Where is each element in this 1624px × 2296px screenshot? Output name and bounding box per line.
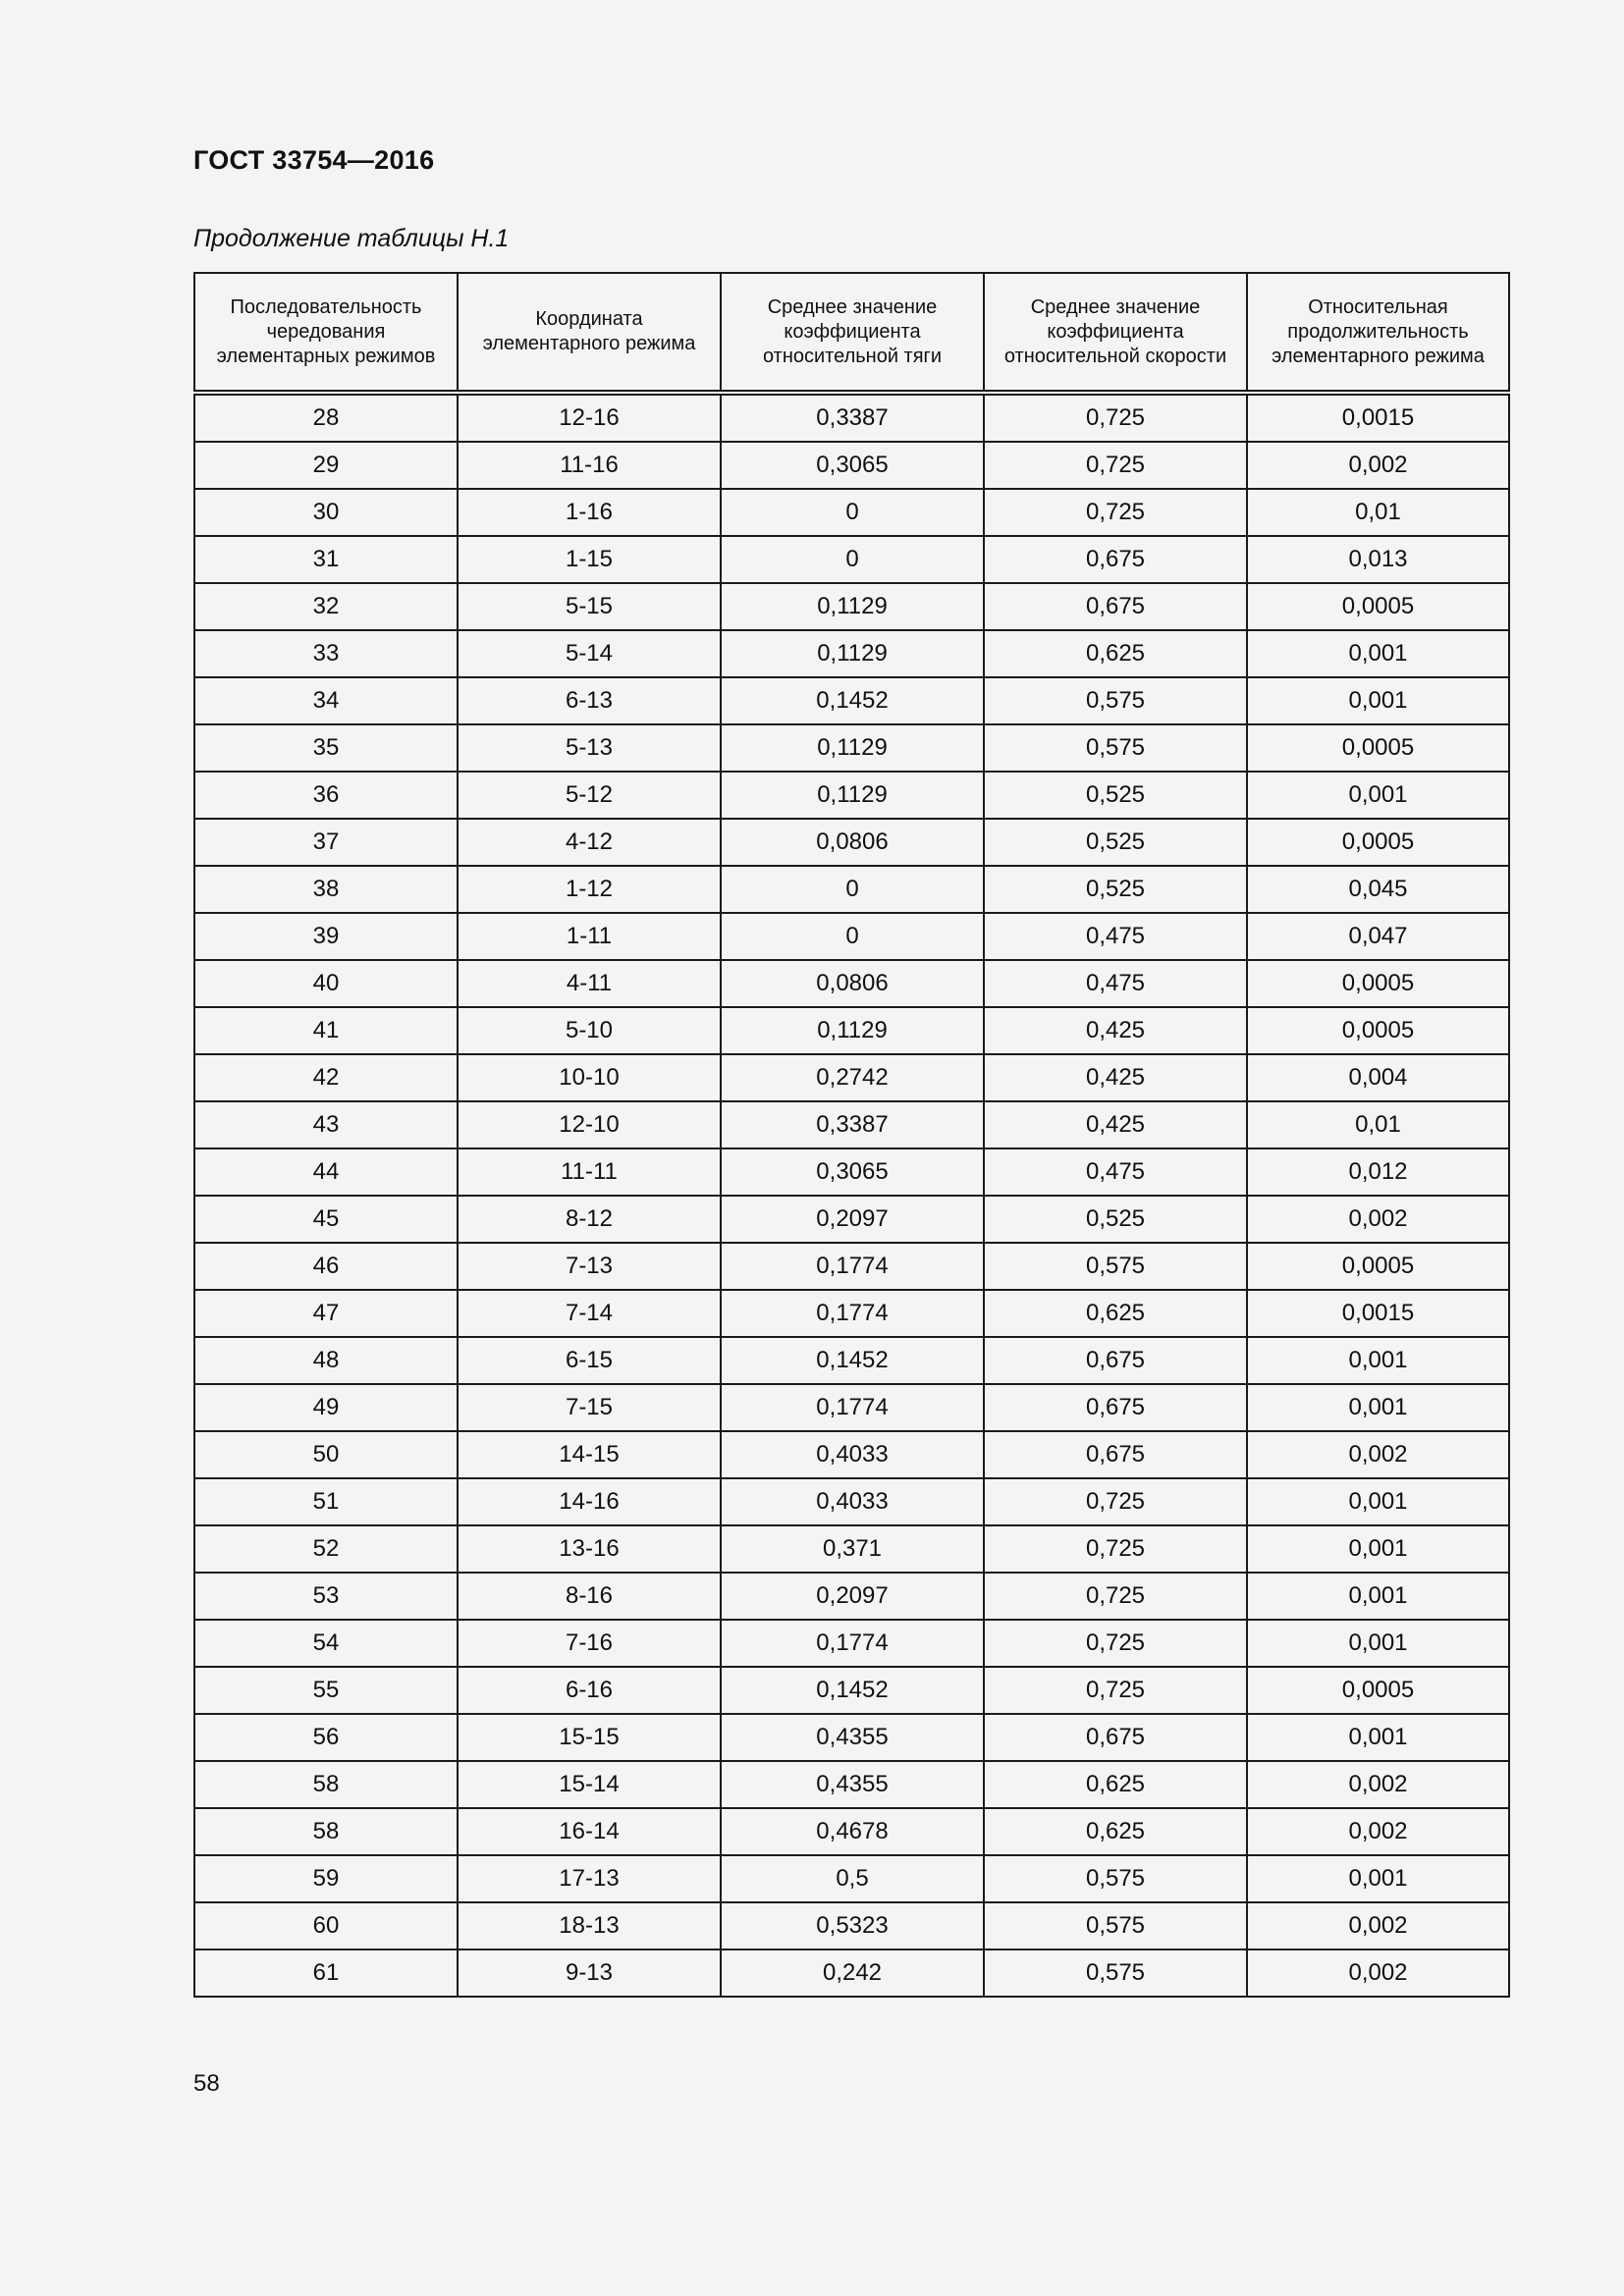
cell-speed: 0,475 — [984, 960, 1247, 1007]
cell-thrust: 0,1774 — [721, 1243, 984, 1290]
table-caption: Продолжение таблицы Н.1 — [193, 225, 510, 252]
cell-coordinate: 5-15 — [458, 583, 721, 630]
table-row — [194, 1337, 1509, 1384]
cell-duration: 0,001 — [1247, 1573, 1509, 1620]
cell-speed: 0,575 — [984, 1855, 1247, 1902]
table-row — [194, 866, 1509, 913]
cell-thrust: 0,1452 — [721, 1337, 984, 1384]
cell-thrust: 0,0806 — [721, 819, 984, 866]
cell-sequence: 42 — [194, 1054, 458, 1101]
cell-speed: 0,525 — [984, 772, 1247, 819]
cell-duration: 0,002 — [1247, 1196, 1509, 1243]
cell-sequence: 31 — [194, 536, 458, 583]
cell-duration: 0,013 — [1247, 536, 1509, 583]
table-row — [194, 1855, 1509, 1902]
cell-thrust: 0,3387 — [721, 393, 984, 442]
cell-thrust: 0,371 — [721, 1525, 984, 1573]
cell-coordinate: 1-11 — [458, 913, 721, 960]
cell-coordinate: 9-13 — [458, 1949, 721, 1997]
cell-speed: 0,675 — [984, 1431, 1247, 1478]
cell-coordinate: 4-12 — [458, 819, 721, 866]
cell-coordinate: 5-14 — [458, 630, 721, 677]
cell-speed: 0,725 — [984, 1525, 1247, 1573]
cell-sequence: 32 — [194, 583, 458, 630]
table-row — [194, 1290, 1509, 1337]
cell-speed: 0,425 — [984, 1007, 1247, 1054]
cell-thrust: 0,1774 — [721, 1384, 984, 1431]
column-header-thrust: Среднее значение коэффициента относительной тяги — [721, 273, 984, 393]
table-row — [194, 536, 1509, 583]
cell-thrust: 0 — [721, 489, 984, 536]
cell-duration: 0,004 — [1247, 1054, 1509, 1101]
cell-speed: 0,675 — [984, 1384, 1247, 1431]
cell-thrust: 0,3065 — [721, 1148, 984, 1196]
cell-speed: 0,575 — [984, 1243, 1247, 1290]
cell-duration: 0,0005 — [1247, 1243, 1509, 1290]
cell-coordinate: 14-16 — [458, 1478, 721, 1525]
cell-speed: 0,725 — [984, 393, 1247, 442]
cell-thrust: 0,1452 — [721, 677, 984, 724]
cell-sequence: 28 — [194, 393, 458, 442]
table-row — [194, 489, 1509, 536]
table-row — [194, 819, 1509, 866]
cell-duration: 0,01 — [1247, 1101, 1509, 1148]
cell-duration: 0,001 — [1247, 1620, 1509, 1667]
data-table — [193, 272, 1510, 1998]
cell-duration: 0,002 — [1247, 1808, 1509, 1855]
cell-speed: 0,625 — [984, 1761, 1247, 1808]
cell-thrust: 0,1129 — [721, 1007, 984, 1054]
table-row — [194, 583, 1509, 630]
table-row — [194, 913, 1509, 960]
cell-sequence: 29 — [194, 442, 458, 489]
cell-coordinate: 6-16 — [458, 1667, 721, 1714]
cell-speed: 0,475 — [984, 913, 1247, 960]
cell-sequence: 33 — [194, 630, 458, 677]
cell-duration: 0,001 — [1247, 1855, 1509, 1902]
cell-coordinate: 7-13 — [458, 1243, 721, 1290]
cell-sequence: 48 — [194, 1337, 458, 1384]
cell-coordinate: 6-13 — [458, 677, 721, 724]
cell-duration: 0,002 — [1247, 442, 1509, 489]
cell-sequence: 46 — [194, 1243, 458, 1290]
cell-duration: 0,001 — [1247, 1337, 1509, 1384]
cell-sequence: 61 — [194, 1949, 458, 1997]
cell-sequence: 49 — [194, 1384, 458, 1431]
cell-sequence: 52 — [194, 1525, 458, 1573]
cell-sequence: 60 — [194, 1902, 458, 1949]
table-row — [194, 1902, 1509, 1949]
cell-speed: 0,725 — [984, 489, 1247, 536]
table-body — [194, 393, 1509, 1997]
cell-duration: 0,001 — [1247, 677, 1509, 724]
table-row — [194, 442, 1509, 489]
cell-duration: 0,001 — [1247, 1478, 1509, 1525]
table-row — [194, 1667, 1509, 1714]
column-header-speed: Среднее значение коэффициента относительной скорости — [984, 273, 1247, 393]
cell-duration: 0,0005 — [1247, 724, 1509, 772]
table-row — [194, 1196, 1509, 1243]
table-row — [194, 1384, 1509, 1431]
cell-coordinate: 5-13 — [458, 724, 721, 772]
table-row — [194, 1525, 1509, 1573]
cell-coordinate: 5-12 — [458, 772, 721, 819]
cell-duration: 0,012 — [1247, 1148, 1509, 1196]
cell-sequence: 30 — [194, 489, 458, 536]
table-row — [194, 1054, 1509, 1101]
cell-coordinate: 15-14 — [458, 1761, 721, 1808]
cell-coordinate: 16-14 — [458, 1808, 721, 1855]
cell-speed: 0,525 — [984, 819, 1247, 866]
cell-thrust: 0,3065 — [721, 442, 984, 489]
cell-duration: 0,002 — [1247, 1431, 1509, 1478]
cell-sequence: 58 — [194, 1761, 458, 1808]
cell-speed: 0,725 — [984, 1478, 1247, 1525]
cell-thrust: 0,3387 — [721, 1101, 984, 1148]
cell-sequence: 54 — [194, 1620, 458, 1667]
cell-sequence: 38 — [194, 866, 458, 913]
cell-sequence: 34 — [194, 677, 458, 724]
cell-sequence: 58 — [194, 1808, 458, 1855]
cell-speed: 0,425 — [984, 1101, 1247, 1148]
document-header: ГОСТ 33754—2016 — [193, 145, 435, 175]
cell-sequence: 51 — [194, 1478, 458, 1525]
cell-speed: 0,725 — [984, 1620, 1247, 1667]
cell-coordinate: 1-12 — [458, 866, 721, 913]
column-header-coordinate: Координата элементарного режима — [458, 273, 721, 393]
cell-sequence: 50 — [194, 1431, 458, 1478]
table-row — [194, 1101, 1509, 1148]
cell-duration: 0,0015 — [1247, 393, 1509, 442]
cell-coordinate: 8-12 — [458, 1196, 721, 1243]
cell-thrust: 0,5323 — [721, 1902, 984, 1949]
table-row — [194, 1949, 1509, 1997]
cell-coordinate: 8-16 — [458, 1573, 721, 1620]
cell-thrust: 0,1129 — [721, 583, 984, 630]
cell-coordinate: 7-14 — [458, 1290, 721, 1337]
cell-duration: 0,0005 — [1247, 1007, 1509, 1054]
cell-sequence: 44 — [194, 1148, 458, 1196]
cell-thrust: 0,4033 — [721, 1431, 984, 1478]
cell-speed: 0,525 — [984, 866, 1247, 913]
cell-thrust: 0 — [721, 866, 984, 913]
cell-coordinate: 11-11 — [458, 1148, 721, 1196]
cell-coordinate: 7-16 — [458, 1620, 721, 1667]
cell-coordinate: 13-16 — [458, 1525, 721, 1573]
table-row — [194, 724, 1509, 772]
cell-coordinate: 18-13 — [458, 1902, 721, 1949]
column-header-sequence: Последовательность чередования элементарных режимов — [194, 273, 458, 393]
cell-coordinate: 4-11 — [458, 960, 721, 1007]
table-header — [194, 273, 1509, 393]
cell-thrust: 0,1774 — [721, 1290, 984, 1337]
cell-sequence: 36 — [194, 772, 458, 819]
cell-speed: 0,575 — [984, 677, 1247, 724]
cell-thrust: 0,5 — [721, 1855, 984, 1902]
cell-coordinate: 12-10 — [458, 1101, 721, 1148]
cell-sequence: 39 — [194, 913, 458, 960]
cell-duration: 0,01 — [1247, 489, 1509, 536]
cell-thrust: 0,4033 — [721, 1478, 984, 1525]
cell-coordinate: 1-16 — [458, 489, 721, 536]
cell-duration: 0,045 — [1247, 866, 1509, 913]
cell-duration: 0,0005 — [1247, 819, 1509, 866]
cell-duration: 0,001 — [1247, 1384, 1509, 1431]
cell-speed: 0,725 — [984, 1573, 1247, 1620]
cell-thrust: 0,1129 — [721, 772, 984, 819]
cell-coordinate: 15-15 — [458, 1714, 721, 1761]
table-row — [194, 1478, 1509, 1525]
cell-speed: 0,725 — [984, 442, 1247, 489]
cell-speed: 0,425 — [984, 1054, 1247, 1101]
cell-speed: 0,575 — [984, 1949, 1247, 1997]
cell-sequence: 55 — [194, 1667, 458, 1714]
table-row — [194, 677, 1509, 724]
cell-duration: 0,002 — [1247, 1761, 1509, 1808]
header-row — [194, 273, 1509, 393]
cell-thrust: 0,2097 — [721, 1196, 984, 1243]
table-row — [194, 1620, 1509, 1667]
cell-thrust: 0 — [721, 536, 984, 583]
cell-thrust: 0,4355 — [721, 1761, 984, 1808]
cell-duration: 0,047 — [1247, 913, 1509, 960]
cell-coordinate: 14-15 — [458, 1431, 721, 1478]
table-row — [194, 772, 1509, 819]
table-row — [194, 1007, 1509, 1054]
cell-duration: 0,002 — [1247, 1902, 1509, 1949]
cell-speed: 0,575 — [984, 1902, 1247, 1949]
cell-sequence: 45 — [194, 1196, 458, 1243]
cell-thrust: 0,0806 — [721, 960, 984, 1007]
cell-duration: 0,0005 — [1247, 583, 1509, 630]
page-number: 58 — [193, 2070, 220, 2097]
cell-sequence: 59 — [194, 1855, 458, 1902]
cell-coordinate: 1-15 — [458, 536, 721, 583]
cell-coordinate: 17-13 — [458, 1855, 721, 1902]
cell-speed: 0,625 — [984, 1290, 1247, 1337]
cell-thrust: 0,2097 — [721, 1573, 984, 1620]
cell-thrust: 0,2742 — [721, 1054, 984, 1101]
cell-duration: 0,002 — [1247, 1949, 1509, 1997]
cell-thrust: 0 — [721, 913, 984, 960]
cell-speed: 0,675 — [984, 583, 1247, 630]
cell-thrust: 0,1129 — [721, 630, 984, 677]
table-row — [194, 630, 1509, 677]
cell-thrust: 0,242 — [721, 1949, 984, 1997]
cell-speed: 0,675 — [984, 536, 1247, 583]
cell-speed: 0,525 — [984, 1196, 1247, 1243]
cell-coordinate: 6-15 — [458, 1337, 721, 1384]
table-row — [194, 1761, 1509, 1808]
cell-speed: 0,675 — [984, 1337, 1247, 1384]
cell-speed: 0,475 — [984, 1148, 1247, 1196]
cell-thrust: 0,1774 — [721, 1620, 984, 1667]
cell-coordinate: 7-15 — [458, 1384, 721, 1431]
table-row — [194, 960, 1509, 1007]
cell-duration: 0,001 — [1247, 1714, 1509, 1761]
table-row — [194, 1714, 1509, 1761]
table-row — [194, 393, 1509, 442]
cell-sequence: 40 — [194, 960, 458, 1007]
column-header-duration: Относительная продолжительность элементарного режима — [1247, 273, 1509, 393]
cell-coordinate: 5-10 — [458, 1007, 721, 1054]
table-row — [194, 1573, 1509, 1620]
cell-coordinate: 12-16 — [458, 393, 721, 442]
cell-duration: 0,0015 — [1247, 1290, 1509, 1337]
cell-speed: 0,625 — [984, 1808, 1247, 1855]
cell-speed: 0,675 — [984, 1714, 1247, 1761]
cell-sequence: 56 — [194, 1714, 458, 1761]
table-row — [194, 1243, 1509, 1290]
cell-sequence: 53 — [194, 1573, 458, 1620]
cell-sequence: 41 — [194, 1007, 458, 1054]
cell-thrust: 0,1129 — [721, 724, 984, 772]
cell-sequence: 43 — [194, 1101, 458, 1148]
cell-sequence: 47 — [194, 1290, 458, 1337]
cell-sequence: 35 — [194, 724, 458, 772]
table-row — [194, 1808, 1509, 1855]
table-row — [194, 1431, 1509, 1478]
cell-duration: 0,001 — [1247, 1525, 1509, 1573]
cell-coordinate: 11-16 — [458, 442, 721, 489]
cell-duration: 0,0005 — [1247, 960, 1509, 1007]
cell-thrust: 0,4355 — [721, 1714, 984, 1761]
cell-duration: 0,001 — [1247, 772, 1509, 819]
cell-speed: 0,575 — [984, 724, 1247, 772]
cell-duration: 0,001 — [1247, 630, 1509, 677]
cell-thrust: 0,4678 — [721, 1808, 984, 1855]
cell-speed: 0,625 — [984, 630, 1247, 677]
cell-coordinate: 10-10 — [458, 1054, 721, 1101]
cell-thrust: 0,1452 — [721, 1667, 984, 1714]
table-row — [194, 1148, 1509, 1196]
cell-speed: 0,725 — [984, 1667, 1247, 1714]
cell-sequence: 37 — [194, 819, 458, 866]
cell-duration: 0,0005 — [1247, 1667, 1509, 1714]
